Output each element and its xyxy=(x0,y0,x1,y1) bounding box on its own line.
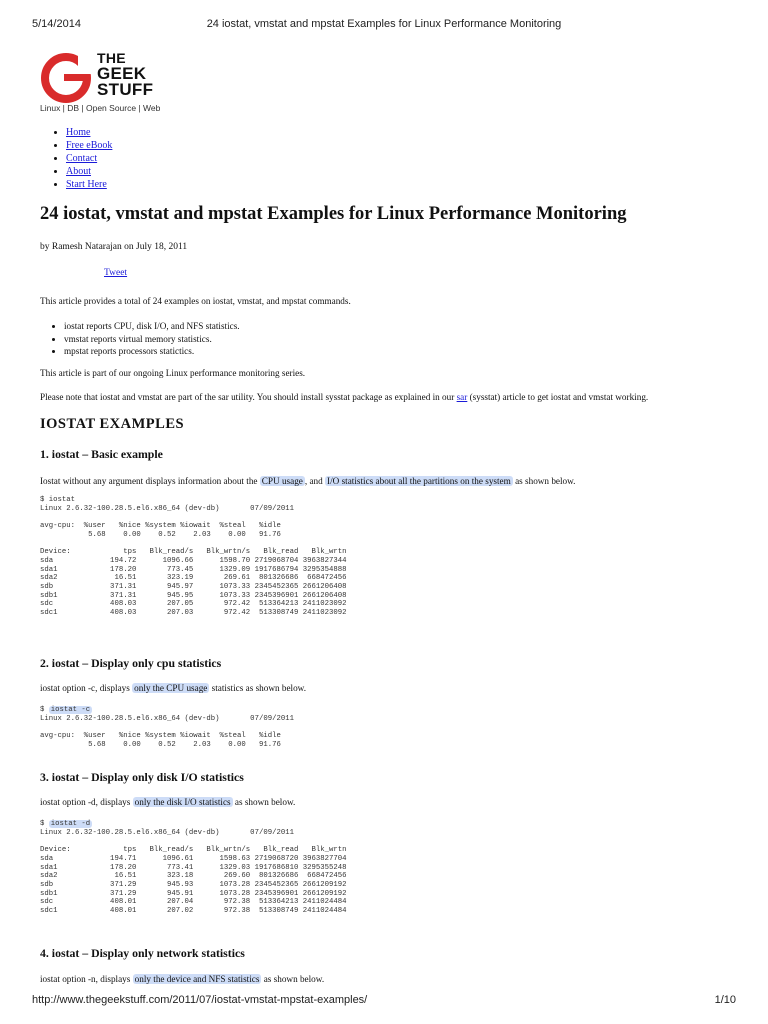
example-3-desc-text-2: as shown below. xyxy=(232,797,296,807)
example-2-code: $ iostat -c Linux 2.6.32-100.28.5.el6.x86_64 (dev-db) 07/09/2011 avg-cpu: %user %nice %system %iowait %steal %idle 5.68 0.00 0.52 2.03 0.00 91.76 xyxy=(40,706,294,749)
example-3-command: iostat -d xyxy=(50,820,91,828)
example-3-desc xyxy=(40,797,295,807)
highlight-io-statistics: I/O statistics about all the partitions on the system xyxy=(327,476,511,486)
sar-note xyxy=(40,392,730,402)
sar-link[interactable]: sar xyxy=(456,392,468,402)
nav-link-contact[interactable]: Contact xyxy=(66,153,98,164)
example-2-command: iostat -c xyxy=(50,706,91,714)
logo-brand xyxy=(97,50,153,98)
sar-note-before: Please note that iostat and vmstat are part of the sar utility. You should install sysstat package as explained in our xyxy=(40,392,457,402)
nav-link-start-here[interactable]: Start Here xyxy=(66,179,107,190)
example-4-heading: 4. iostat – Display only network statistics xyxy=(40,946,245,960)
example-4-desc-text: iostat option -n, displays xyxy=(40,974,133,984)
example-2-desc xyxy=(40,683,306,693)
example-3-desc-text: iostat option -d, displays xyxy=(40,797,133,807)
logo-line-geek: GEEK xyxy=(97,64,147,83)
logo-tagline: Linux | DB | Open Source | Web xyxy=(40,103,161,113)
nav-item-about xyxy=(66,165,112,178)
article-title: 24 iostat, vmstat and mpstat Examples for Linux Performance Monitoring xyxy=(40,204,627,224)
example-2-heading: 2. iostat – Display only cpu statistics xyxy=(40,656,222,670)
example-1-heading: 1. iostat – Basic example xyxy=(40,447,163,461)
example-1-desc xyxy=(40,476,575,486)
article-byline: by Ramesh Natarajan on July 18, 2011 xyxy=(40,242,188,252)
highlight-only-cpu-usage: only the CPU usage xyxy=(134,683,208,693)
nav-item-home xyxy=(66,126,112,139)
example-2-output: Linux 2.6.32-100.28.5.el6.x86_64 (dev-db) 07/09/2011 avg-cpu: %user %nice %system %iowait %steal %idle 5.68 0.00 0.52 2.03 0.00 91.76 xyxy=(40,714,294,749)
example-1-code: $ iostat Linux 2.6.32-100.28.5.el6.x86_64 (dev-db) 07/09/2011 avg-cpu: %user %nice %system %iowait %steal %idle 5.68 0.00 0.52 2.03 0.00 91.76 Device: tps Blk_read/s Blk_wrtn/s Blk_read Blk_wrtn sda 194.72 1096.66 1598.70 2719068704 3963827344 sda1 178.20 773.45 1329.09 1917686794 3295354888 sda2 16.51 323.19 269.61 801326686 668472456 sdb 371.31 945.97 1073.33 2345452365 2661206408 sdb1 371.31 945.95 1073.33 2345396901 2661206408 sdc 408.03 207.05 972.42 513364213 2411023092 sdc1 408.03 207.03 972.42 513308749 2411023092 xyxy=(40,496,347,618)
geek-logo-icon xyxy=(40,52,96,104)
print-url: http://www.thegeekstuff.com/2011/07/iostat-vmstat-mpstat-examples/ xyxy=(32,994,368,1006)
sar-note-after: (sysstat) article to get iostat and vmstat working. xyxy=(467,392,649,402)
example-1-desc-text: Iostat without any argument displays information about the xyxy=(40,476,260,486)
logo-line-stuff: STUFF xyxy=(97,80,154,99)
tweet-link[interactable]: Tweet xyxy=(104,268,128,278)
highlight-device-nfs: only the device and NFS statistics xyxy=(134,974,260,984)
main-nav xyxy=(48,126,112,191)
page-count: 1/10 xyxy=(714,994,736,1006)
example-1-desc-text-2: , and xyxy=(304,476,326,486)
example-3-code: $ iostat -d Linux 2.6.32-100.28.5.el6.x86_64 (dev-db) 07/09/2011 Device: tps Blk_read/s Blk_wrtn/s Blk_read Blk_wrtn sda 194.71 1096.61 1598.63 2719068720 3963827704 sda1 178.20 773.41 1329.03 1917686810 3295355248 sda2 16.51 323.18 269.60 801326686 668472456 sdb 371.29 945.93 1073.28 2345452365 2661209192 sdb1 371.29 945.91 1073.28 2345396901 2661209192 sdc 408.01 207.04 972.38 513364213 2411024484 sdc1 408.01 207.02 972.38 513308749 2411024484 xyxy=(40,820,347,916)
print-title: 24 iostat, vmstat and mpstat Examples for Linux Performance Monitoring xyxy=(206,18,562,30)
section-heading-iostat: IOSTAT EXAMPLES xyxy=(40,416,185,432)
site-logo[interactable] xyxy=(40,48,180,120)
print-footer xyxy=(32,994,736,1010)
example-2-desc-text: iostat option -c, displays xyxy=(40,683,133,693)
nav-link-free-ebook[interactable]: Free eBook xyxy=(66,140,113,151)
article-intro: This article provides a total of 24 examples on iostat, vmstat, and mpstat commands. xyxy=(40,296,351,306)
example-4-desc xyxy=(40,974,324,984)
example-1-desc-text-3: as shown below. xyxy=(512,476,576,486)
series-note: This article is part of our ongoing Linux performance monitoring series. xyxy=(40,368,306,378)
nav-link-home[interactable]: Home xyxy=(66,127,91,138)
nav-item-contact xyxy=(66,152,112,165)
nav-link-about[interactable]: About xyxy=(66,166,91,177)
logo-line-the: THE xyxy=(97,50,126,66)
bullet-mpstat: • mpstat reports processors statictics. xyxy=(64,345,240,358)
print-date: 5/14/2014 xyxy=(32,18,81,30)
nav-item-free-ebook xyxy=(66,139,112,152)
example-3-heading: 3. iostat – Display only disk I/O statistics xyxy=(40,770,244,784)
print-header xyxy=(32,18,736,34)
highlight-cpu-usage: CPU usage xyxy=(261,476,303,486)
example-4-desc-text-2: as shown below. xyxy=(261,974,325,984)
example-3-output: Linux 2.6.32-100.28.5.el6.x86_64 (dev-db) 07/09/2011 Device: tps Blk_read/s Blk_wrtn/s Blk_read Blk_wrtn sda 194.71 1096.61 1598.63 2719068720 3963827704 sda1 178.20 773.41 1329.03 1917686810 3295355248 sda2 16.51 323.18 269.60 801326686 668472456 sdb 371.29 945.93 1073.28 2345452365 2661209192 sdb1 371.29 945.91 1073.28 2345396901 2661209192 sdc 408.01 207.04 972.38 513364213 2411024484 sdc1 408.01 207.02 972.38 513308749 2411024484 xyxy=(40,828,347,916)
bullet-vmstat: • vmstat reports virtual memory statistics. xyxy=(64,333,240,346)
highlight-only-disk-io: only the disk I/O statistics xyxy=(134,797,231,807)
bullet-iostat: • iostat reports CPU, disk I/O, and NFS statistics. xyxy=(64,320,240,333)
example-2-desc-text-2: statistics as shown below. xyxy=(209,683,307,693)
nav-item-start-here xyxy=(66,178,112,191)
intro-bullets xyxy=(48,320,240,358)
